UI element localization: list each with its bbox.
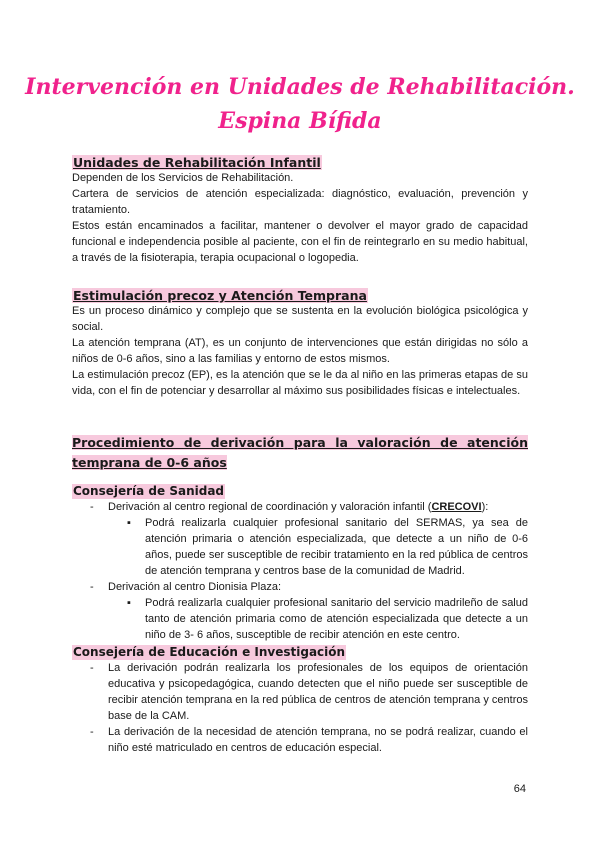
list-item xyxy=(90,579,508,595)
procedure-heading-line1: Procedimiento de derivación para la valoración de atención xyxy=(72,435,528,450)
section-heading-rehab: Unidades de Rehabilitación Infantil xyxy=(73,155,321,170)
section-heading-procedure xyxy=(72,433,528,473)
section-body-rehab xyxy=(72,170,528,266)
section-body-early xyxy=(72,303,528,399)
list-item xyxy=(127,515,528,579)
sanidad-sublist-2 xyxy=(127,595,528,643)
dash-bullet: - xyxy=(90,726,94,738)
sanidad-list xyxy=(90,499,508,515)
page-number: 64 xyxy=(513,783,526,795)
item-text: ): xyxy=(481,501,489,513)
dash-bullet: - xyxy=(90,662,94,674)
sanidad-list-2 xyxy=(90,579,508,595)
crecovi-term: CRECOVI xyxy=(431,501,482,513)
paragraph: La atención temprana (AT), es un conjunto de intervenciones que están dirigidas no sólo a niños de 0-6 años, sino a las familias y entorno de estos mismos. xyxy=(72,337,528,365)
sanidad-sublist-1 xyxy=(127,515,528,579)
educacion-list xyxy=(90,660,528,756)
paragraph: Es un proceso dinámico y complejo que se sustenta en la evolución biológica psicológica y social. xyxy=(72,305,528,333)
page-title: Intervención en Unidades de Rehabilitación. xyxy=(25,74,575,100)
page-subtitle: Espina Bífida xyxy=(218,108,382,134)
paragraph: Estos están encaminados a facilitar, mantener o devolver el mayor grado de capacidad funcional e independencia posible al paciente, con el fin de reintegrarlo en su medio habitual, a través de la fisioterapia, terapia ocupacional o logopedia. xyxy=(72,220,528,264)
item-text: La derivación podrán realizarla los profesionales de los equipos de orientación educativa y psicopedagógica, cuando detecten que el niño puede ser susceptible de recibir atención temprana en la red pública de centros de atención temprana y centros base de la CAM. xyxy=(108,662,528,722)
dash-bullet: - xyxy=(90,581,94,593)
item-text: Derivación al centro Dionisia Plaza: xyxy=(108,581,282,593)
paragraph: La estimulación precoz (EP), es la atención que se le da al niño en las primeras etapas de su vida, con el fin de potenciar y desarrollar al máximo sus posibilidades físicas e intelectuales. xyxy=(72,369,528,397)
square-bullet: ▪ xyxy=(127,597,131,609)
square-bullet: ▪ xyxy=(127,517,131,529)
procedure-heading-line2: temprana de 0-6 años xyxy=(72,455,227,470)
paragraph: Dependen de los Servicios de Rehabilitación. xyxy=(72,172,294,184)
subsection-heading-educacion: Consejería de Educación e Investigación xyxy=(73,645,346,659)
list-item xyxy=(90,499,508,515)
item-text: Podrá realizarla cualquier profesional sanitario del servicio madrileño de salud tanto de atención primaria como de atención especializada que detecte a un niño de 3- 6 años, susceptible de recibir atención en este centro. xyxy=(145,597,528,641)
item-text: Podrá realizarla cualquier profesional sanitario del SERMAS, ya sea de atención primaria o atención especializada, que detecte a un niño de 0-6 años, puede ser susceptible de recibir tratamiento en la red pública de centros de atención temprana y centros base de la comunidad de Madrid. xyxy=(145,517,528,577)
dash-bullet: - xyxy=(90,501,94,513)
subsection-heading-sanidad: Consejería de Sanidad xyxy=(73,484,225,498)
paragraph: Cartera de servicios de atención especializada: diagnóstico, evaluación, prevención y tratamiento. xyxy=(72,188,528,216)
section-heading-early: Estimulación precoz y Atención Temprana xyxy=(73,288,367,303)
item-text: Derivación al centro regional de coordinación y valoración infantil ( xyxy=(108,501,432,513)
list-item xyxy=(90,724,528,756)
item-text: La derivación de la necesidad de atención temprana, no se podrá realizar, cuando el niño esté matriculado en centros de educación especial. xyxy=(108,726,528,754)
list-item xyxy=(90,660,528,724)
list-item xyxy=(127,595,528,643)
